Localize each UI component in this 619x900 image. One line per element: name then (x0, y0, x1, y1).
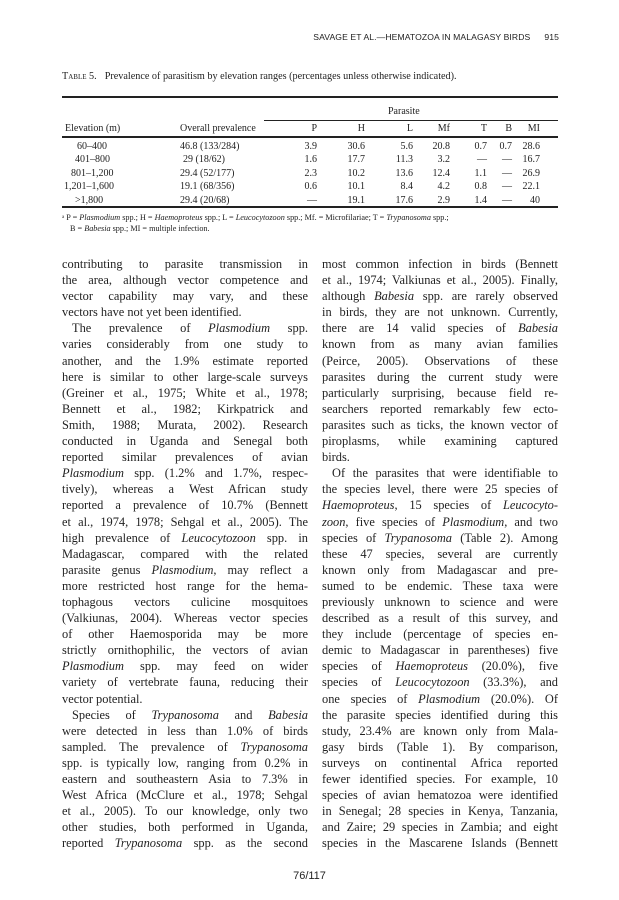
text-run: one species of (322, 691, 419, 706)
table-caption-text: Prevalence of parasitism by elevation ranges (percentages unless otherwise indicated). (104, 71, 457, 82)
italic-term: Trypanosoma (386, 213, 431, 222)
text-line (62, 755, 308, 771)
text-run: spp. may feed on wider (123, 659, 308, 674)
text-line (62, 417, 308, 433)
value-cell: 30.6 (347, 141, 365, 152)
italic-term: Trypanosoma (240, 739, 308, 754)
italic-term: Leucocytozoon (235, 213, 285, 222)
text-run: varies considerably from one study to (62, 337, 308, 352)
text-run: eastern and southeastern Asia to 7.3% in (62, 772, 308, 786)
text-run: strictly ornithophilic, the vectors of avian (62, 643, 308, 658)
text-run: were detected in less than 1.0% of birds (62, 723, 308, 738)
text-line (62, 497, 308, 513)
column-header: T (480, 123, 487, 134)
text-run: species of (322, 659, 396, 674)
value-cell: 3.2 (437, 154, 450, 166)
parasite-group-header: Parasite (388, 106, 420, 117)
text-run: (20.0%). Of (480, 691, 558, 706)
text-line (62, 787, 308, 803)
text-run: B = (70, 224, 85, 233)
value-cell: 0.8 (474, 181, 487, 193)
text-run: vectors have not yet been identified. (62, 305, 242, 320)
text-line (322, 819, 558, 835)
text-run: contributing to parasite transmission in (62, 257, 308, 271)
text-run: in Senegal; 28 species in Kenya, Tanzania, (322, 804, 558, 819)
italic-term: Trypanosoma (114, 836, 183, 851)
text-run: the parasite species identified during this (322, 707, 558, 722)
text-line (62, 771, 308, 787)
value-cell: 10.2 (347, 167, 365, 179)
italic-term: Babesia (84, 224, 111, 233)
value-cell: 2.9 (437, 194, 450, 206)
text-line (62, 336, 308, 352)
value-cell: 26.9 (522, 167, 540, 179)
text-line (322, 755, 558, 771)
column-header: B (505, 123, 512, 134)
text-line (62, 819, 308, 835)
text-line (62, 369, 308, 385)
text-run: there are 14 valid species of (322, 321, 519, 336)
body-column-left (62, 256, 308, 851)
text-run: sampled. The prevalence of (62, 739, 241, 754)
text-run: particularly surprising, because field re- (322, 385, 558, 400)
text-line (62, 465, 308, 481)
value-cell: 0.6 (304, 181, 317, 193)
page-number: 915 (544, 32, 559, 42)
text-line (322, 835, 558, 851)
column-header: H (357, 123, 365, 134)
text-run: spp.; MI = multiple infection. (110, 224, 210, 233)
text-line (322, 514, 558, 530)
text-line (62, 626, 308, 642)
italic-term: Babesia (518, 321, 558, 336)
value-cell: 11.3 (395, 154, 413, 166)
value-cell: 19.1 (347, 194, 365, 206)
text-run: and (218, 707, 269, 722)
text-line (62, 304, 308, 320)
value-cell: 16.7 (522, 154, 540, 166)
text-run: demic to Madagascar in parentheses) five (322, 643, 558, 658)
text-run: other studies, both performed in Uganda, (62, 820, 308, 835)
text-run: spp.; L = (202, 213, 236, 222)
text-line (322, 739, 558, 755)
text-run: surveys on continental Africa reported (322, 755, 558, 770)
text-run: piroplasms, while examining captured (322, 434, 558, 449)
text-line (322, 771, 558, 787)
value-cell: 0.7 (474, 141, 487, 152)
text-line (62, 610, 308, 626)
text-run: vector potential. (62, 691, 143, 706)
text-line (322, 658, 558, 674)
text-line (62, 481, 308, 497)
italic-term: Plasmodium (442, 514, 505, 529)
text-run: et al., 1974, 1978; Sehgal et al., 2005). The (62, 514, 308, 529)
value-cell: 17.6 (395, 194, 413, 206)
value-cell: 1.6 (304, 154, 317, 166)
body-column-right (322, 256, 558, 851)
text-run: sumed to be endemic. These taxa were (322, 578, 558, 593)
running-head-title: SAVAGE ET AL.—HEMATOZOA IN MALAGASY BIRDS (313, 32, 531, 42)
italic-term: zoon (322, 514, 346, 529)
text-run: spp.; (430, 213, 449, 222)
overall-prevalence-cell: 29.4 (20/68) (180, 194, 230, 206)
text-line (322, 256, 558, 272)
text-line (322, 353, 558, 369)
column-header: L (406, 123, 413, 134)
text-line (322, 803, 558, 819)
text-run: they include (percentage of species en- (322, 627, 558, 642)
text-line (322, 449, 558, 465)
text-run: Bennett et al., 1982; Kirkpatrick and (62, 401, 308, 416)
text-run: gasy birds (Table 1). By comparison, (322, 739, 558, 754)
text-run: variety of vertebrate fauna, reducing their (62, 675, 308, 690)
text-line (62, 642, 308, 658)
overall-prevalence-cell: 19.1 (68/356) (180, 181, 235, 193)
text-run: reported similar prevalences of avian (62, 450, 308, 465)
value-cell: 20.8 (432, 141, 450, 152)
text-run: Of the parasites that were identifiable to (332, 466, 558, 481)
text-line (62, 562, 308, 578)
text-run: species of avian hematozoa were identified (322, 788, 558, 803)
text-line (62, 835, 308, 851)
text-run: of other Haemosporida may be more (62, 627, 308, 642)
text-line (322, 674, 558, 690)
text-line (322, 546, 558, 562)
text-line (322, 723, 558, 739)
text-run: here is similar to other large-scale surveys (62, 369, 308, 384)
text-line (62, 658, 308, 674)
text-line (62, 433, 308, 449)
text-run: (Valkiunas, 2004). Whereas vector species (62, 611, 308, 626)
value-cell: — (502, 181, 512, 193)
text-line (322, 385, 558, 401)
text-run: species of (322, 675, 396, 690)
text-run: tophagous vectors culicine mosquitoes (62, 594, 308, 609)
text-line (322, 707, 558, 723)
italic-term: Leucocyto- (502, 498, 558, 513)
text-run: The prevalence of (72, 321, 209, 336)
italic-term: Leucocytozoon (181, 530, 256, 545)
text-run: spp. (270, 321, 308, 336)
text-run: , may reflect a (213, 562, 308, 577)
text-line (62, 401, 308, 417)
text-run: more restricted host range for the hema- (62, 578, 308, 593)
italic-term: Babesia (268, 707, 308, 722)
text-run: known from as many avian families (322, 337, 558, 352)
text-run: parasite genus (62, 562, 152, 577)
value-cell: — (502, 167, 512, 179)
header-rule (62, 136, 558, 138)
group-rule (264, 120, 558, 121)
italic-term: Leucocytozoon (395, 675, 470, 690)
italic-term: Haemoproteus (322, 498, 395, 513)
text-line (62, 707, 308, 723)
text-run: although (322, 289, 375, 304)
italic-term: Trypanosoma (151, 707, 219, 722)
text-line (62, 723, 308, 739)
text-run: species in the Mascarene Islands (Bennett (322, 836, 558, 851)
value-cell: 22.1 (522, 181, 540, 193)
overall-prevalence-cell: 29.4 (52/177) (180, 167, 235, 179)
text-run: the species level, there were 25 species of (322, 482, 558, 497)
text-run: previously unknown to science and were (322, 594, 558, 609)
text-run: reported (62, 836, 115, 851)
column-header: Elevation (m) (65, 123, 121, 134)
text-line (322, 497, 558, 513)
text-run: (20.0%), five (467, 659, 558, 674)
text-run: species of (322, 530, 385, 545)
value-cell: 5.6 (400, 141, 413, 152)
text-line (322, 562, 558, 578)
text-run: spp. (1.2% and 1.7%, respec- (123, 466, 308, 481)
text-run: (33.3%), and (469, 675, 558, 690)
text-run: , 15 species of (394, 498, 503, 513)
elevation-cell: 401–800 (75, 154, 110, 166)
value-cell: 28.6 (522, 141, 540, 152)
value-cell: — (502, 154, 512, 166)
value-cell: 1.1 (474, 167, 487, 179)
text-run: and Zaire; 29 species in Zambia; and eight (322, 820, 558, 835)
italic-term: Plasmodium (208, 321, 271, 336)
text-run: et al., 2005). To our knowledge, only two (62, 804, 308, 819)
text-line (322, 642, 558, 658)
text-run: West Africa (McClure et al., 1978; Sehgal (62, 788, 308, 803)
text-line (322, 626, 558, 642)
page-counter: 76/117 (293, 870, 326, 882)
value-cell: 0.7 (499, 141, 512, 152)
value-cell: 40 (530, 194, 540, 206)
text-line (322, 610, 558, 626)
italic-term: Plasmodium (79, 213, 121, 222)
text-run: conducted in Uganda and Senegal both (62, 434, 308, 449)
text-line (62, 272, 308, 288)
text-run: et al., 1974; Valkiunas et al., 2005). Finally, (322, 273, 558, 288)
text-line (322, 320, 558, 336)
value-cell: 10.1 (347, 181, 365, 193)
text-line (322, 594, 558, 610)
text-line (62, 514, 308, 530)
text-run: , and two (504, 514, 558, 529)
text-line (322, 578, 558, 594)
value-cell: 4.2 (437, 181, 450, 193)
text-line (322, 433, 558, 449)
value-cell: 8.4 (400, 181, 413, 193)
text-line (322, 465, 558, 481)
text-run: most common infection in birds (Bennett (322, 257, 558, 271)
text-run: another, and the 1.9% estimate reported (62, 353, 308, 368)
text-run: (Greiner et al., 1975; White et al., 1978; (62, 385, 308, 400)
text-run: parasites during the current study were (322, 369, 558, 384)
text-line (62, 691, 308, 707)
elevation-cell: 801–1,200 (71, 167, 114, 179)
text-run: in birds, they are not unknown. Currently, (322, 305, 558, 320)
text-line (62, 578, 308, 594)
text-line (322, 304, 558, 320)
overall-prevalence-cell: 46.8 (133/284) (180, 141, 240, 152)
text-line (322, 691, 558, 707)
text-line (62, 320, 308, 336)
value-cell: — (307, 194, 317, 206)
text-line (62, 449, 308, 465)
column-header: Overall prevalence (180, 123, 256, 134)
table-top-rule (62, 96, 558, 98)
text-run: , five species of (345, 514, 443, 529)
text-line (62, 739, 308, 755)
text-run: described as a result of this survey, and (322, 611, 558, 626)
text-run: reported a prevalence of 10.7% (Bennett (62, 498, 308, 513)
text-line (62, 288, 308, 304)
text-run: known only from Madagascar and pre- (322, 562, 558, 577)
column-header: Mf (437, 123, 450, 134)
text-line (322, 481, 558, 497)
text-line (62, 353, 308, 369)
elevation-cell: >1,800 (75, 194, 104, 206)
text-run: spp.; H = (120, 213, 155, 222)
text-line (322, 272, 558, 288)
text-line (62, 530, 308, 546)
text-run: (Table 2). Among (452, 530, 558, 545)
value-cell: 12.4 (432, 167, 450, 179)
text-run: (Peirce, 2005). Observations of these (322, 353, 558, 368)
text-run: spp. as the second (182, 836, 308, 851)
text-line (62, 803, 308, 819)
text-line (322, 369, 558, 385)
italic-term: Plasmodium (418, 691, 481, 706)
text-line (322, 787, 558, 803)
elevation-cell: 60–400 (77, 141, 107, 152)
value-cell: — (502, 194, 512, 206)
text-run: Madagascar, compared with the related (62, 546, 308, 561)
text-line (322, 530, 558, 546)
text-run: Species of (72, 707, 152, 722)
italic-term: Plasmodium (151, 562, 214, 577)
italic-term: Haemoproteus (395, 659, 468, 674)
text-run: parasites such as ticks, the known vector of (322, 417, 558, 432)
column-header: MI (527, 123, 540, 134)
text-run: spp. in (255, 530, 308, 545)
table-bottom-rule (62, 206, 558, 208)
text-line (322, 336, 558, 352)
text-line (322, 401, 558, 417)
text-line (62, 256, 308, 272)
text-run: study, 23.4% are known only from Mala- (322, 723, 558, 738)
text-run: these 47 species, several are currently (322, 546, 558, 561)
text-line (62, 674, 308, 690)
table-label: Table 5. (62, 71, 97, 82)
italic-term: Plasmodium (62, 466, 124, 481)
text-run: tively), whereas a West African study (62, 482, 308, 497)
value-cell: 17.7 (347, 154, 365, 166)
table-caption (62, 71, 457, 82)
text-run: spp. are rarely observed (414, 289, 558, 304)
text-run: spp.; Mf. = Microfilariae; T = (284, 213, 387, 222)
text-run: Smith, 1988; Murata, 2002). Research (62, 417, 308, 432)
value-cell: 1.4 (474, 194, 487, 206)
text-line (62, 594, 308, 610)
text-line (62, 385, 308, 401)
text-line (322, 417, 558, 433)
value-cell: 3.9 (304, 141, 317, 152)
italic-term: Trypanosoma (384, 530, 452, 545)
italic-term: Babesia (374, 289, 415, 304)
footnote-line (62, 213, 449, 222)
value-cell: 2.3 (304, 167, 317, 179)
text-run: ᵃ P = (62, 213, 80, 222)
text-line (322, 288, 558, 304)
column-header: P (311, 123, 317, 134)
text-run: high prevalence of (62, 530, 182, 545)
text-run: the area, although vector competence and (62, 273, 308, 288)
overall-prevalence-cell: 29 (18/62) (183, 154, 225, 166)
text-line (62, 546, 308, 562)
footnote-line (70, 224, 210, 233)
italic-term: Plasmodium (62, 659, 124, 674)
value-cell: — (477, 154, 487, 166)
text-run: birds. (322, 450, 350, 465)
text-run: vector capability may vary, and these (62, 289, 308, 304)
italic-term: Haemoproteus (154, 213, 203, 222)
text-run: fewer identified species. For example, 10 (322, 772, 558, 786)
running-head (313, 32, 559, 42)
text-run: spp. is typically low, ranging from 0.2% in (62, 755, 308, 770)
elevation-cell: 1,201–1,600 (64, 181, 114, 193)
text-run: searchers reported remarkably few ecto- (322, 401, 558, 416)
value-cell: 13.6 (395, 167, 413, 179)
